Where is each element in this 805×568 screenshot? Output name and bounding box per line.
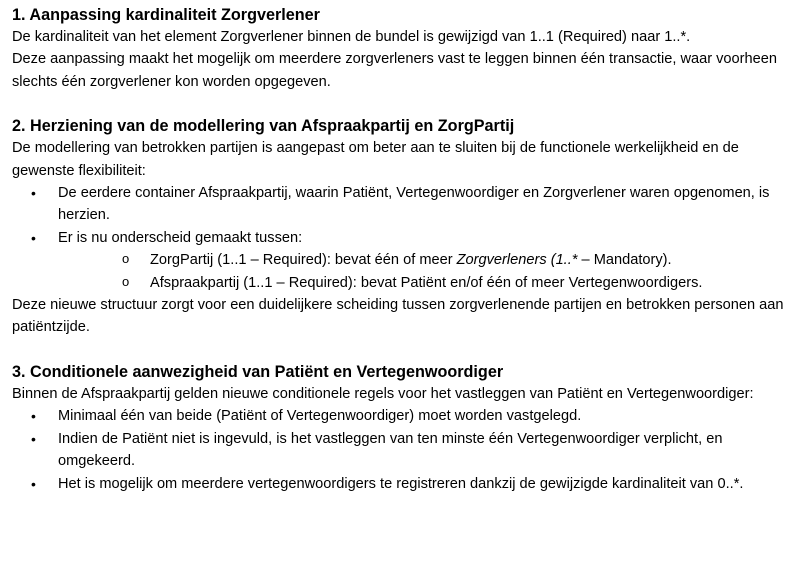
sub1-text-after: – Mandatory).	[577, 252, 672, 269]
section2-sub-item-zorgpartij	[58, 249, 802, 271]
section-conditional-presence	[12, 361, 802, 495]
section2-bullet-2-text: Er is nu onderscheid gemaakt tussen:	[58, 229, 303, 246]
section3-bullet-list	[12, 405, 802, 495]
document-body	[12, 4, 802, 495]
section2-heading: 2. Herziening van de modellering van Afspraakpartij en ZorgPartij	[12, 117, 515, 136]
section2-sub-list	[58, 249, 802, 294]
section2-intro: De modellering van betrokken partijen is aangepast om beter aan te sluiten bij de functionele werkelijkheid en de gewenste flexibiliteit:	[12, 140, 739, 179]
section2-outro: Deze nieuwe structuur zorgt voor een duidelijkere scheiding tussen zorgverlenende partijen en betrokken personen aan patiëntzijde.	[12, 297, 784, 336]
section2-sub-item-afspraakpartij: o Afspraakpartij (1..1 – Required): bevat Patiënt en/of één of meer Vertegenwoordigers.	[58, 272, 802, 294]
section-modelling-partijen	[12, 115, 802, 339]
section2-bullet-2	[12, 227, 802, 294]
section3-bullet-1: • Minimaal één van beide (Patiënt of Vertegenwoordiger) moet worden vastgelegd.	[12, 405, 802, 427]
section3-bullet-3: • Het is mogelijk om meerdere vertegenwoordigers te registreren dankzij de gewijzigde kardinaliteit van 0..*.	[12, 473, 802, 495]
sub1-text-before: ZorgPartij (1..1 – Required): bevat één of meer	[150, 252, 457, 269]
section-spacer	[12, 93, 802, 115]
section-cardinality-zorgverlener	[12, 4, 802, 93]
section-spacer	[12, 339, 802, 361]
section3-intro: Binnen de Afspraakpartij gelden nieuwe conditionele regels voor het vastleggen van Patiënt en Vertegenwoordiger:	[12, 385, 754, 402]
sub1-text-italic: Zorgverleners (1..*	[456, 252, 578, 269]
section3-heading: 3. Conditionele aanwezigheid van Patiënt en Vertegenwoordiger	[12, 362, 504, 381]
section1-heading: 1. Aanpassing kardinaliteit Zorgverlener	[12, 6, 320, 24]
section2-bullet-1: • De eerdere container Afspraakpartij, waarin Patiënt, Vertegenwoordiger en Zorgverlener waren opgenomen, is herzien.	[12, 182, 802, 227]
section3-bullet-2: • Indien de Patiënt niet is ingevuld, is het vastleggen van ten minste één Vertegenwoordiger verplicht, en omgekeerd.	[12, 428, 802, 473]
section1-paragraph-2: Deze aanpassing maakt het mogelijk om meerdere zorgverleners vast te leggen binnen één transactie, waar voorheen slechts één zorgverlener kon worden opgegeven.	[12, 51, 777, 90]
section1-paragraph-1: De kardinaliteit van het element Zorgverlener binnen de bundel is gewijzigd van 1..1 (Required) naar 1..*.	[12, 29, 691, 45]
section2-bullet-list	[12, 182, 802, 294]
